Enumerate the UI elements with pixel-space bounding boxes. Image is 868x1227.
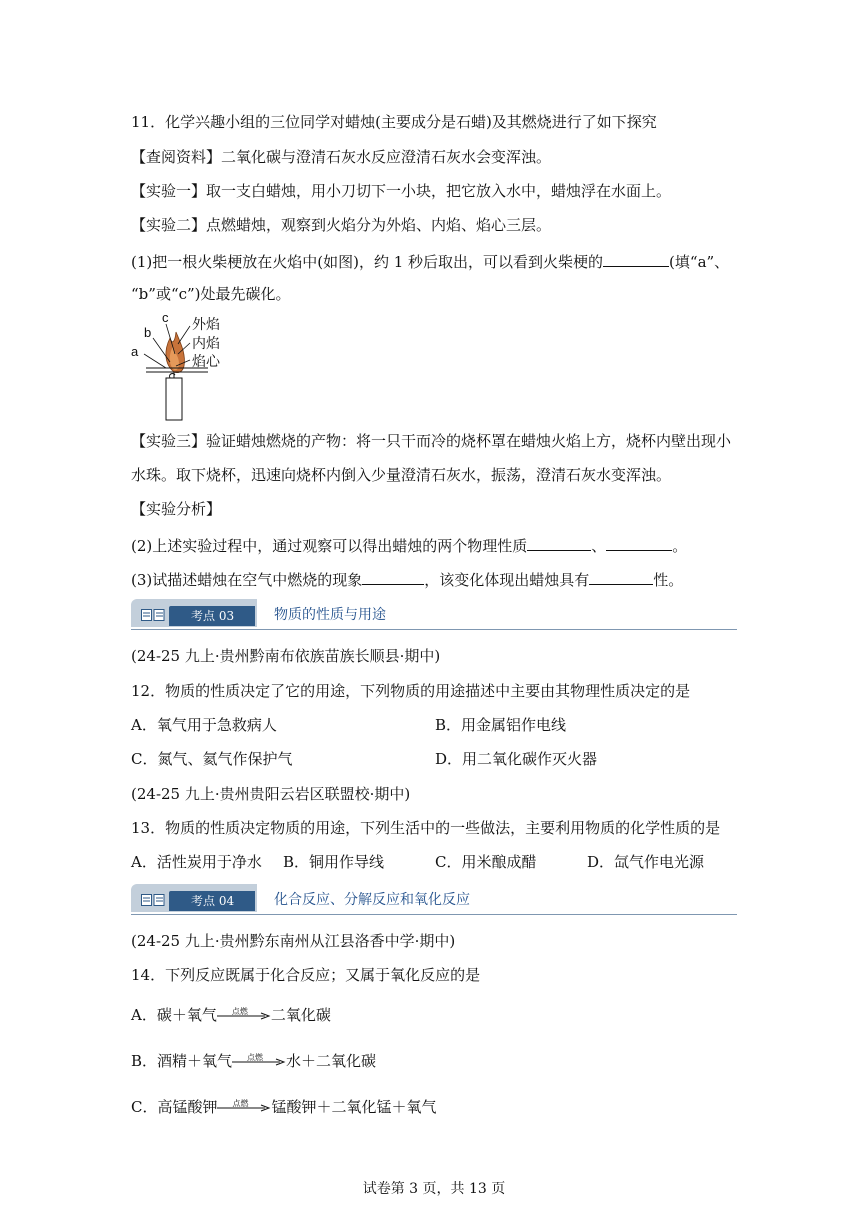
q12-option-c[interactable]: C．氮气、氦气作保护气 — [131, 750, 293, 768]
section-label: 考点 03 — [169, 606, 255, 626]
answer-blank[interactable] — [589, 568, 653, 585]
q11-part1-text: (1)把一根火柴梗放在火焰中(如图)，约 1 秒后取出，可以看到火柴梗的 — [131, 253, 604, 271]
answer-blank[interactable] — [603, 250, 669, 267]
reaction-condition: 点燃 — [232, 1099, 249, 1108]
section-divider — [131, 629, 737, 630]
products: 水＋二氧化碳 — [286, 1052, 377, 1070]
q14-option-b[interactable] — [131, 1051, 376, 1072]
reaction-condition: 点燃 — [231, 1007, 248, 1016]
candle-figure — [128, 310, 228, 422]
q11-exp3-line2: 水珠。取下烧杯，迅速向烧杯内倒入少量澄清石灰水，振荡，澄清石灰水变浑浊。 — [131, 466, 672, 484]
q12-stem: 12．物质的性质决定了它的用途，下列物质的用途描述中主要由其物理性质决定的是 — [131, 682, 691, 700]
separator: 、 — [591, 537, 607, 555]
label-a: a — [131, 344, 139, 359]
q14-option-a[interactable] — [131, 1005, 331, 1026]
q13-option-a[interactable]: A．活性炭用于净水 — [131, 853, 262, 871]
products: 锰酸钾＋二氧化锰＋氧气 — [271, 1098, 437, 1116]
label-outer-flame: 外焰 — [192, 317, 220, 333]
reaction-arrow — [217, 1006, 271, 1026]
q11-part1-line1 — [131, 250, 729, 272]
section-divider — [131, 914, 737, 915]
answer-blank[interactable] — [606, 534, 672, 551]
label-c: c — [162, 310, 169, 325]
q14-source: (24-25 九上·贵州黔东南州从江县洛香中学·期中) — [131, 932, 456, 950]
section-tab — [131, 884, 257, 912]
q13-option-b[interactable]: B．铜用作导线 — [283, 853, 385, 871]
answer-blank[interactable] — [527, 534, 591, 551]
q11-stem: 11．化学兴趣小组的三位同学对蜡烛(主要成分是石蜡)及其燃烧进行了如下探究 — [131, 113, 657, 131]
q11-part1-hint: (填“a”、 — [669, 253, 730, 271]
section-header-03 — [131, 599, 737, 631]
reactants: B．酒精＋氧气 — [131, 1052, 233, 1070]
q11-part1-line2: “b”或“c”)处最先碳化。 — [131, 285, 291, 303]
section-label: 考点 04 — [169, 891, 255, 911]
q11-analysis: 【实验分析】 — [131, 500, 222, 518]
period: 。 — [672, 537, 688, 555]
q11-info: 【查阅资料】二氧化碳与澄清石灰水反应澄清石灰水会变浑浊。 — [131, 148, 552, 166]
book-icon — [141, 894, 165, 906]
q11-exp2: 【实验二】点燃蜡烛，观察到火焰分为外焰、内焰、焰心三层。 — [131, 216, 552, 234]
q13-option-c[interactable]: C．用米酿成醋 — [435, 853, 537, 871]
arrow-icon — [217, 1012, 271, 1020]
q14-option-c[interactable] — [131, 1097, 437, 1118]
q11-part2-text: (2)上述实验过程中，通过观察可以得出蜡烛的两个物理性质 — [131, 537, 528, 555]
q13-source: (24-25 九上·贵州贵阳云岩区联盟校·期中) — [131, 785, 411, 803]
q11-exp1: 【实验一】取一支白蜡烛，用小刀切下一小块，把它放入水中，蜡烛浮在水面上。 — [131, 182, 672, 200]
q11-part3-text: (3)试描述蜡烛在空气中燃烧的现象 — [131, 571, 363, 589]
q12-option-d[interactable]: D．用二氧化碳作灭火器 — [435, 750, 598, 768]
q11-exp3-line1: 【实验三】验证蜡烛燃烧的产物：将一只干而冷的烧杯罩在蜡烛火焰上方，烧杯内壁出现小 — [131, 432, 732, 450]
reaction-arrow — [217, 1098, 271, 1118]
q13-stem: 13．物质的性质决定物质的用途，下列生活中的一些做法，主要利用物质的化学性质的是 — [131, 819, 721, 837]
q11-part2 — [131, 534, 687, 556]
label-inner-flame: 内焰 — [192, 336, 220, 352]
section-tab — [131, 599, 257, 627]
q13-option-d[interactable]: D．氙气作电光源 — [587, 853, 705, 871]
arrow-icon — [232, 1058, 286, 1066]
products: 二氧化碳 — [270, 1006, 331, 1024]
label-b: b — [144, 325, 152, 340]
section-title: 化合反应、分解反应和氧化反应 — [274, 892, 470, 908]
reactants: C．高锰酸钾 — [131, 1098, 218, 1116]
q11-part3-mid: ，该变化体现出蜡烛具有 — [424, 571, 590, 589]
q11-part3-end: 性。 — [653, 571, 684, 589]
reactants: A．碳＋氧气 — [131, 1006, 217, 1024]
q14-stem: 14．下列反应既属于化合反应；又属于氧化反应的是 — [131, 966, 481, 984]
arrow-icon — [217, 1104, 271, 1112]
page-footer: 试卷第 3 页，共 13 页 — [362, 1181, 506, 1197]
label-flame-core: 焰心 — [192, 354, 220, 370]
reaction-arrow — [232, 1052, 286, 1072]
book-icon — [141, 609, 165, 621]
section-title: 物质的性质与用途 — [274, 607, 386, 623]
q12-source: (24-25 九上·贵州黔南布依族苗族长顺县·期中) — [131, 647, 441, 665]
reaction-condition: 点燃 — [247, 1053, 264, 1062]
section-header-04 — [131, 884, 737, 916]
answer-blank[interactable] — [362, 568, 424, 585]
q11-part3 — [131, 568, 683, 590]
q12-option-a[interactable]: A．氧气用于急救病人 — [131, 716, 277, 734]
q12-option-b[interactable]: B．用金属铝作电线 — [435, 716, 567, 734]
